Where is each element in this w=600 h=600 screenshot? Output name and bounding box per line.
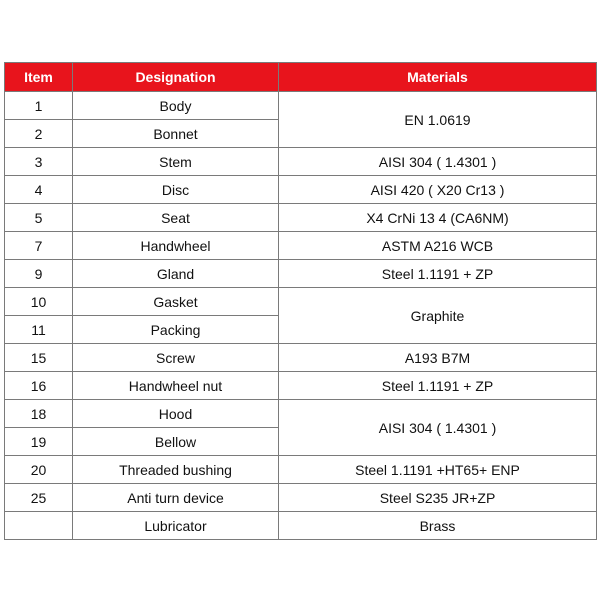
item-cell: 18 (5, 400, 73, 428)
material-cell: Steel S235 JR+ZP (279, 484, 597, 512)
table-row (5, 92, 597, 120)
item-cell (5, 512, 73, 540)
table-row (5, 260, 597, 288)
header-item: Item (5, 63, 73, 92)
designation-cell: Gland (73, 260, 279, 288)
header-materials: Materials (279, 63, 597, 92)
table-row (5, 288, 597, 316)
item-cell: 19 (5, 428, 73, 456)
material-cell: AISI 304 ( 1.4301 ) (279, 400, 597, 456)
item-cell: 7 (5, 232, 73, 260)
header-designation: Designation (73, 63, 279, 92)
item-cell: 2 (5, 120, 73, 148)
table-row (5, 232, 597, 260)
item-cell: 15 (5, 344, 73, 372)
item-cell: 1 (5, 92, 73, 120)
table-row (5, 148, 597, 176)
table-row (5, 512, 597, 540)
table-row (5, 400, 597, 428)
item-cell: 11 (5, 316, 73, 344)
designation-cell: Bonnet (73, 120, 279, 148)
designation-cell: Handwheel nut (73, 372, 279, 400)
table-row (5, 456, 597, 484)
material-cell: Steel 1.1191 + ZP (279, 372, 597, 400)
designation-cell: Hood (73, 400, 279, 428)
item-cell: 25 (5, 484, 73, 512)
item-cell: 20 (5, 456, 73, 484)
designation-cell: Threaded bushing (73, 456, 279, 484)
table-header-row (5, 63, 597, 92)
material-cell: Steel 1.1191 +HT65+ ENP (279, 456, 597, 484)
material-cell: X4 CrNi 13 4 (CA6NM) (279, 204, 597, 232)
designation-cell: Lubricator (73, 512, 279, 540)
material-cell: AISI 420 ( X20 Cr13 ) (279, 176, 597, 204)
material-cell: AISI 304 ( 1.4301 ) (279, 148, 597, 176)
material-cell: ASTM A216 WCB (279, 232, 597, 260)
material-cell: Graphite (279, 288, 597, 344)
table-row (5, 204, 597, 232)
designation-cell: Seat (73, 204, 279, 232)
table-row (5, 372, 597, 400)
item-cell: 10 (5, 288, 73, 316)
material-cell: A193 B7M (279, 344, 597, 372)
item-cell: 4 (5, 176, 73, 204)
table-row (5, 484, 597, 512)
item-cell: 3 (5, 148, 73, 176)
designation-cell: Disc (73, 176, 279, 204)
table-row (5, 344, 597, 372)
designation-cell: Body (73, 92, 279, 120)
item-cell: 16 (5, 372, 73, 400)
designation-cell: Handwheel (73, 232, 279, 260)
designation-cell: Gasket (73, 288, 279, 316)
item-cell: 5 (5, 204, 73, 232)
material-cell: Steel 1.1191 + ZP (279, 260, 597, 288)
designation-cell: Screw (73, 344, 279, 372)
designation-cell: Bellow (73, 428, 279, 456)
item-cell: 9 (5, 260, 73, 288)
material-cell: Brass (279, 512, 597, 540)
designation-cell: Anti turn device (73, 484, 279, 512)
materials-table (4, 62, 597, 540)
designation-cell: Stem (73, 148, 279, 176)
table-row (5, 176, 597, 204)
designation-cell: Packing (73, 316, 279, 344)
material-cell: EN 1.0619 (279, 92, 597, 148)
